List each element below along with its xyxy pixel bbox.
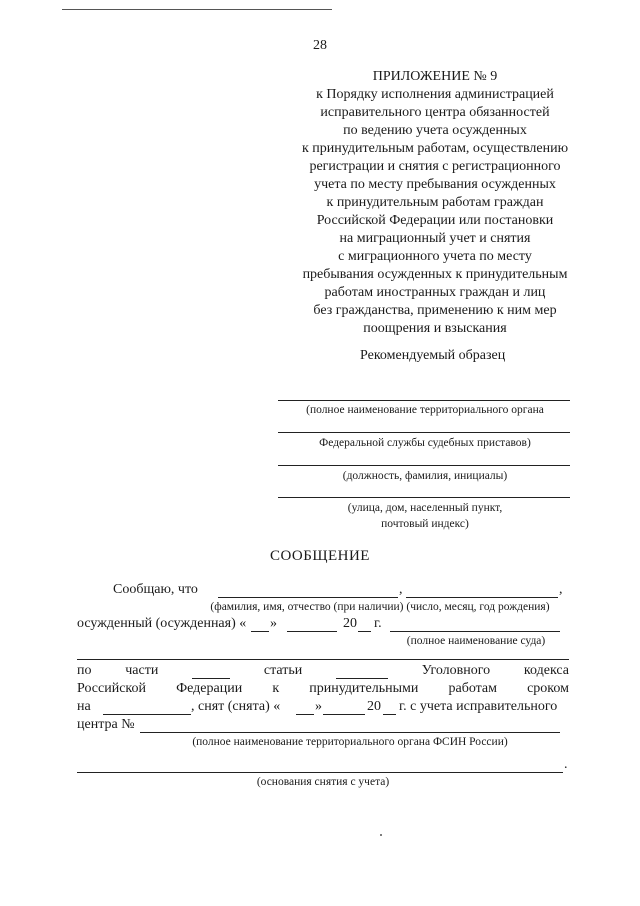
word-article: статьи: [263, 663, 303, 678]
removed-label: , снят (снята) «: [191, 699, 281, 714]
appendix-title: ПРИЛОЖЕНИЕ № 9: [372, 69, 498, 84]
part-blank: [192, 666, 230, 679]
word-na: на: [77, 699, 91, 714]
stray-mark: [380, 834, 382, 836]
article-blank: [336, 666, 388, 679]
word-russian: Российской: [77, 681, 146, 696]
birthdate-blank: [406, 597, 558, 598]
fio-caption: (фамилия, имя, отчество (при наличии) (число, месяц, год рождения): [210, 601, 550, 613]
word-criminal: Уголовного: [421, 663, 491, 678]
word-forced: принудительными: [309, 681, 419, 696]
grounds-caption: (основания снятия с учета): [256, 776, 390, 788]
year-blank-1: [358, 631, 371, 632]
addressee-caption-4: (улица, дом, населенный пункт, почтовый индекс): [347, 502, 503, 530]
appendix-text: к Порядку исполнения администрацией исправительного центра обязанностей по ведению учета осужденных к принудительным работам, осуществлению регистрации и снятия с регистрационного учета по месту пребывания осужденных к принудительным работам граждан Российской Федерации или постановки на миграционный учет и снятия с миграционного учета по месту пребывания осужденных к принудительным работам иностранных граждан и лиц без гражданства, применению к ним мер поощрения и взыскания: [301, 87, 569, 336]
center-number-label: центра №: [77, 717, 135, 732]
day-blank-2: [296, 714, 314, 715]
comma-2: ,: [559, 582, 563, 597]
appendix-block: [270, 68, 600, 338]
month-blank-1: [287, 631, 337, 632]
court-caption: (полное наименование суда): [406, 635, 546, 647]
addressee-line-1: [278, 400, 570, 401]
day-blank-1: [251, 631, 269, 632]
year-prefix-2: 20: [367, 699, 381, 714]
comma-1: ,: [399, 582, 403, 597]
fsin-caption: (полное наименование территориального органа ФСИН России): [192, 736, 508, 748]
addressee-caption-3: (должность, фамилия, инициалы): [342, 470, 508, 482]
full-width-blank: [77, 659, 569, 660]
court-blank: [390, 631, 560, 632]
word-code: кодекса: [523, 663, 569, 678]
month-blank-2: [323, 714, 365, 715]
term-blank: [103, 714, 191, 715]
convicted-label: осужденный (осужденная) «: [77, 616, 247, 631]
center-tail: г. с учета исправительного: [399, 699, 558, 714]
word-term: сроком: [527, 681, 569, 696]
addressee-line-4: [278, 497, 570, 498]
year-prefix-1: 20: [343, 616, 357, 631]
rf-line: [77, 681, 569, 697]
top-rule: [62, 9, 332, 10]
article-line: [77, 663, 569, 679]
word-po: по: [77, 663, 92, 678]
addressee-line-3: [278, 465, 570, 466]
addressee-line-2: [278, 432, 570, 433]
word-federation: Федерации: [176, 681, 243, 696]
fio-blank: [218, 597, 398, 598]
addressee-caption-1: (полное наименование территориального органа: [306, 404, 544, 416]
quote-close-1: »: [270, 616, 277, 631]
grounds-blank: [77, 772, 563, 773]
message-title: СООБЩЕНИЕ: [270, 548, 370, 564]
word-works: работам: [448, 681, 497, 696]
quote-close-2: »: [315, 699, 322, 714]
fsin-blank: [140, 732, 560, 733]
word-k: к: [272, 681, 280, 696]
page-number: 28: [313, 38, 327, 53]
addressee-caption-2: Федеральной службы судебных приставов): [319, 437, 531, 449]
grounds-end-dot: .: [564, 757, 568, 772]
recommended-sample-label: Рекомендуемый образец: [360, 348, 506, 363]
year-blank-2: [383, 714, 396, 715]
year-suffix-1: г.: [374, 616, 382, 631]
line1-label: Сообщаю, что: [113, 582, 198, 597]
word-part: части: [125, 663, 159, 678]
